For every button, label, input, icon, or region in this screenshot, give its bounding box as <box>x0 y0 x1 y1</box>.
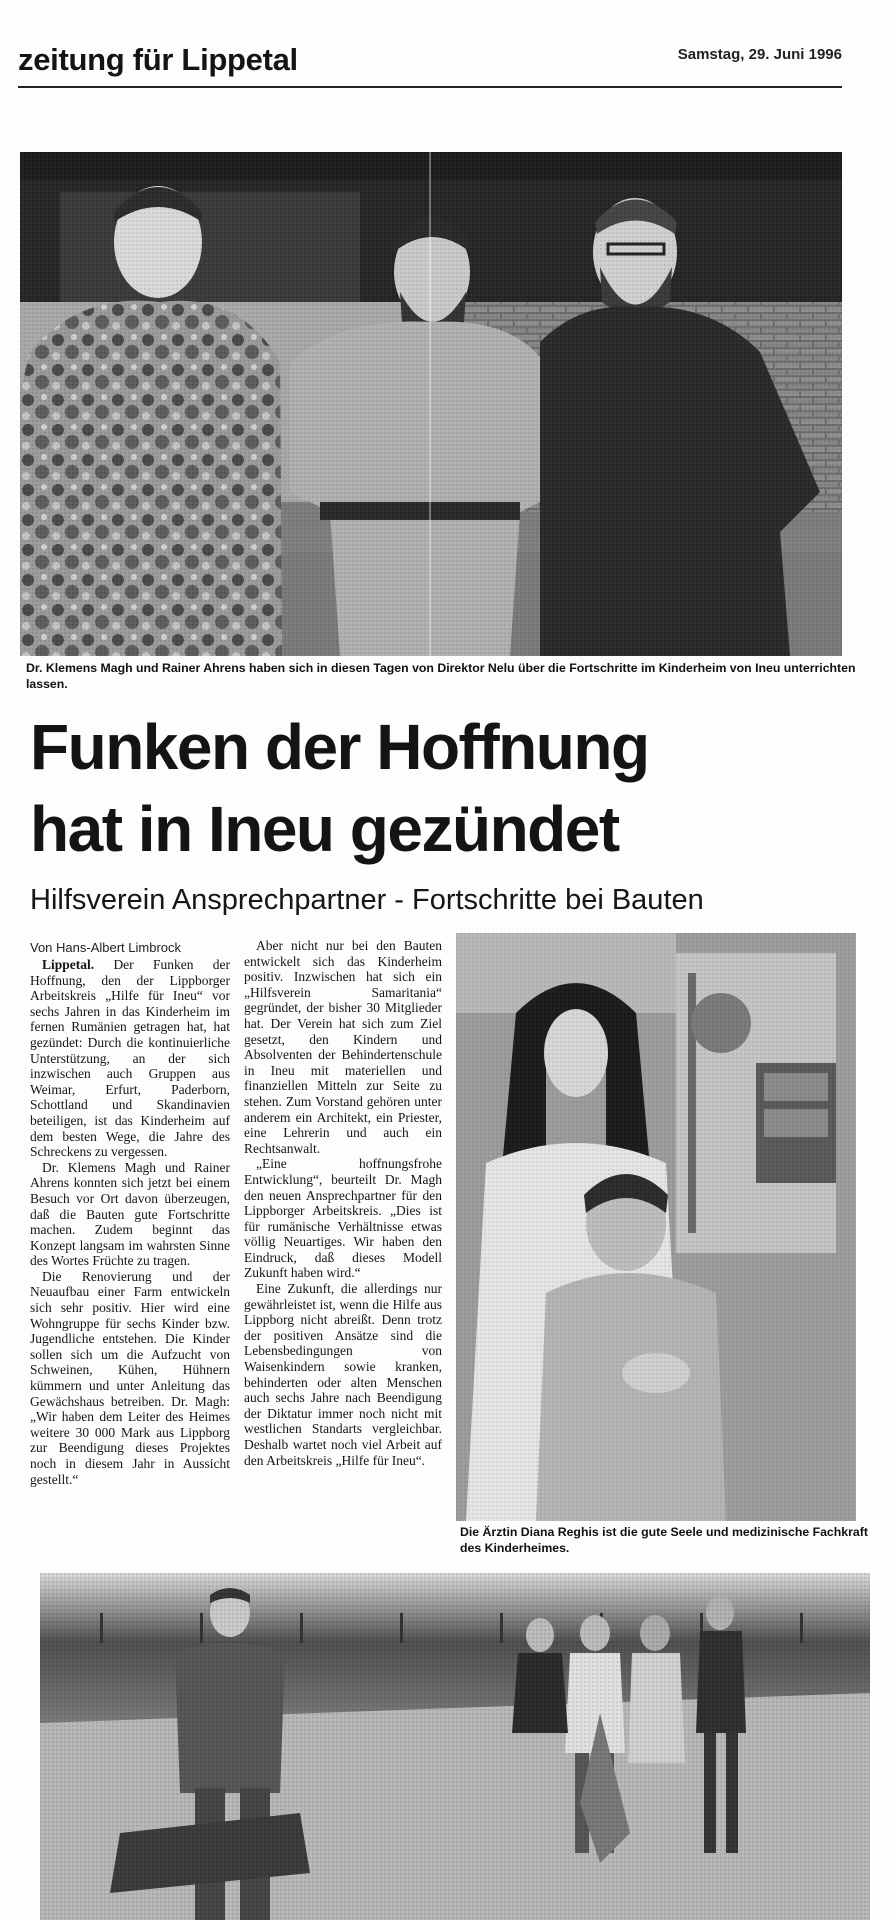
paragraph: Die Renovierung und der Neuaufbau einer Farm entwickeln sich sehr positiv. Hier wird eine Wohngruppe für sechs Kinder bzw. Jugendliche entstehen. Die Kinder sollen sich um die Aufzucht von Schweinen, Kühen, Hühnern kümmern und unter Anleitung das Gewächshaus betreiben. Dr. Magh: „Wir haben dem Leiter des Heimes weitere 30 000 Mark aus Lippborg zur Beendigung dieses Projektes noch in diesem Jahr in Aussicht gestellt.“ <box>30 1268 230 1487</box>
dateline: Lippetal. <box>42 957 95 972</box>
issue-date: Samstag, 29. Juni 1996 <box>677 46 842 63</box>
byline: Von Hans-Albert Limbrock <box>30 940 182 955</box>
headline-line-2: hat in Ineu gezündet <box>30 793 619 865</box>
paragraph: Eine Zukunft, die allerdings nur gewährleistet ist, wenn die Hilfe aus Lippborg nicht abreißt. Denn trotz der positiven Ansätze sind die Lebensbedingungen von Waisenkindern sowie kranken, behinderten oder alten Menschen auch sechs Jahre nach Beendigung der Diktatur immer noch nicht mit westlichen Standarts vergleichbar. Deshalb wartet noch viel Arbeit auf den Arbeitskreis „Hilfe für Ineu“. <box>244 1281 442 1468</box>
photo-field-workers <box>40 1573 870 1920</box>
headline-line-1: Funken der Hoffnung <box>30 711 649 783</box>
text-column-2 <box>244 938 442 1468</box>
text-column-1 <box>30 957 230 1487</box>
photo-caption-top: Dr. Klemens Magh und Rainer Ahrens haben sich in diesen Tagen von Direktor Nelu über die Fortschritte im Kinderheim von Ineu unterrichten lassen. <box>26 661 856 691</box>
masthead-rule <box>18 86 842 88</box>
masthead <box>18 36 842 88</box>
paragraph: „Eine hoffnungsfrohe Entwicklung“, beurteilt Dr. Magh den neuen Ansprechpartner für den Lippborger Arbeitskreis. „Dies ist für rumänische Verhältnisse etwas völlig Neuartiges. Wir haben den Eindruck, daß dieses Modell Zukunft haben wird.“ <box>244 1156 442 1281</box>
paragraph: Aber nicht nur bei den Bauten entwickelt sich das Kinderheim positiv. Inzwischen hat sich ein „Hilfsverein Samaritania“ gegründet, der bisher 30 Mitglieder hat. Der Verein hat sich zum Ziel gesetzt, den Kindern und Absolventen der Behindertenschule in Ineu mit materiellen und finanziellen Mitteln zur Seite zu stehen. Zum Vorstand gehören unter anderem ein Architekt, ein Priester, eine Lehrerin und auch ein Rechtsanwalt. <box>244 938 442 1156</box>
paragraph: Dr. Klemens Magh und Rainer Ahrens konnten sich jetzt bei einem Besuch vor Ort davon überzeugen, daß die Bauten gute Fortschritte machen. Zudem beginnt das Konzept langsam im wahrsten Sinne des Wortes Früchte zu tragen. <box>30 1159 230 1269</box>
photo-doctor-and-boy <box>456 933 856 1521</box>
photo-three-men <box>20 152 842 656</box>
article-subheadline: Hilfsverein Ansprechpartner - Fortschritte bei Bauten <box>30 884 704 916</box>
paragraph <box>30 957 230 1160</box>
newspaper-name: zeitung für Lippetal <box>18 42 298 77</box>
photo-caption-doctor: Die Ärztin Diana Reghis ist die gute Seele und medizinische Fachkraft des Kinderheimes. <box>460 1525 868 1555</box>
paragraph-text: Der Funken der Hoffnung, den der Lippborger Arbeitskreis „Hilfe für Ineu“ vor sechs Jahren in das Kinderheim im fernen Rumänien getragen hat, hat gezündet: Durch die kontinuierliche Unterstützung, an der sich inzwischen auch Gruppen aus Weimar, Erfurt, Paderborn, Schottland und Skandinavien beteiligen, ist das Kinderheim auf dem besten Wege, die Jahre des Schreckens zu vergessen. <box>30 957 230 1160</box>
article-headline <box>30 706 860 870</box>
